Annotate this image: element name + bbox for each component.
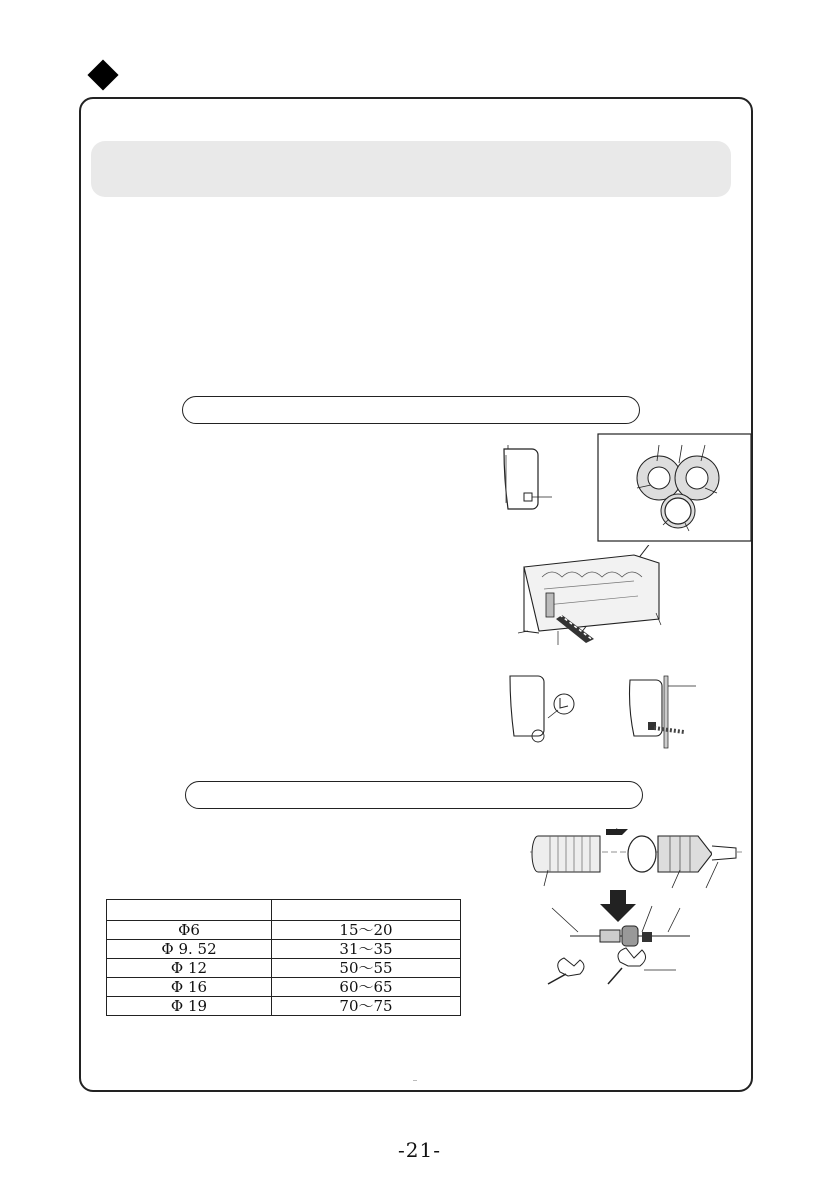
indoor-unit-install-figures — [496, 670, 716, 750]
torque-value-cell: 70～75 — [272, 997, 461, 1016]
table-header-cell — [272, 900, 461, 921]
subsection-header-pipe-outlet — [182, 396, 640, 424]
subsection-header-pipe-connection — [185, 781, 643, 809]
table-row — [107, 978, 461, 997]
pipe-diameter-cell: Φ 16 — [107, 978, 272, 997]
torque-value-cell: 50～55 — [272, 959, 461, 978]
pipe-diameter-cell: Φ 9. 52 — [107, 940, 272, 959]
pipe-diameter-cell: Φ 19 — [107, 997, 272, 1016]
table-row — [107, 940, 461, 959]
pipe-cross-section-figure — [597, 433, 752, 543]
table-row — [107, 997, 461, 1016]
pipe-diameter-cell: Φ6 — [107, 921, 272, 940]
torque-table — [106, 899, 461, 1016]
section-title-banner — [91, 141, 731, 197]
page-number: -21- — [398, 1138, 441, 1162]
decorative-mark — [413, 1080, 417, 1081]
indoor-unit-rear-figure — [516, 545, 676, 655]
table-header-cell — [107, 900, 272, 921]
torque-value-cell: 31～35 — [272, 940, 461, 959]
pipe-diameter-cell: Φ 12 — [107, 959, 272, 978]
flare-nut-connection-figure — [530, 822, 745, 892]
torque-value-cell: 60～65 — [272, 978, 461, 997]
table-header-row — [107, 900, 461, 921]
table-row — [107, 959, 461, 978]
wrench-tightening-figure — [540, 888, 700, 988]
table-row — [107, 921, 461, 940]
indoor-unit-side-figure — [490, 445, 570, 515]
section-diamond-icon — [87, 59, 118, 90]
torque-value-cell: 15～20 — [272, 921, 461, 940]
